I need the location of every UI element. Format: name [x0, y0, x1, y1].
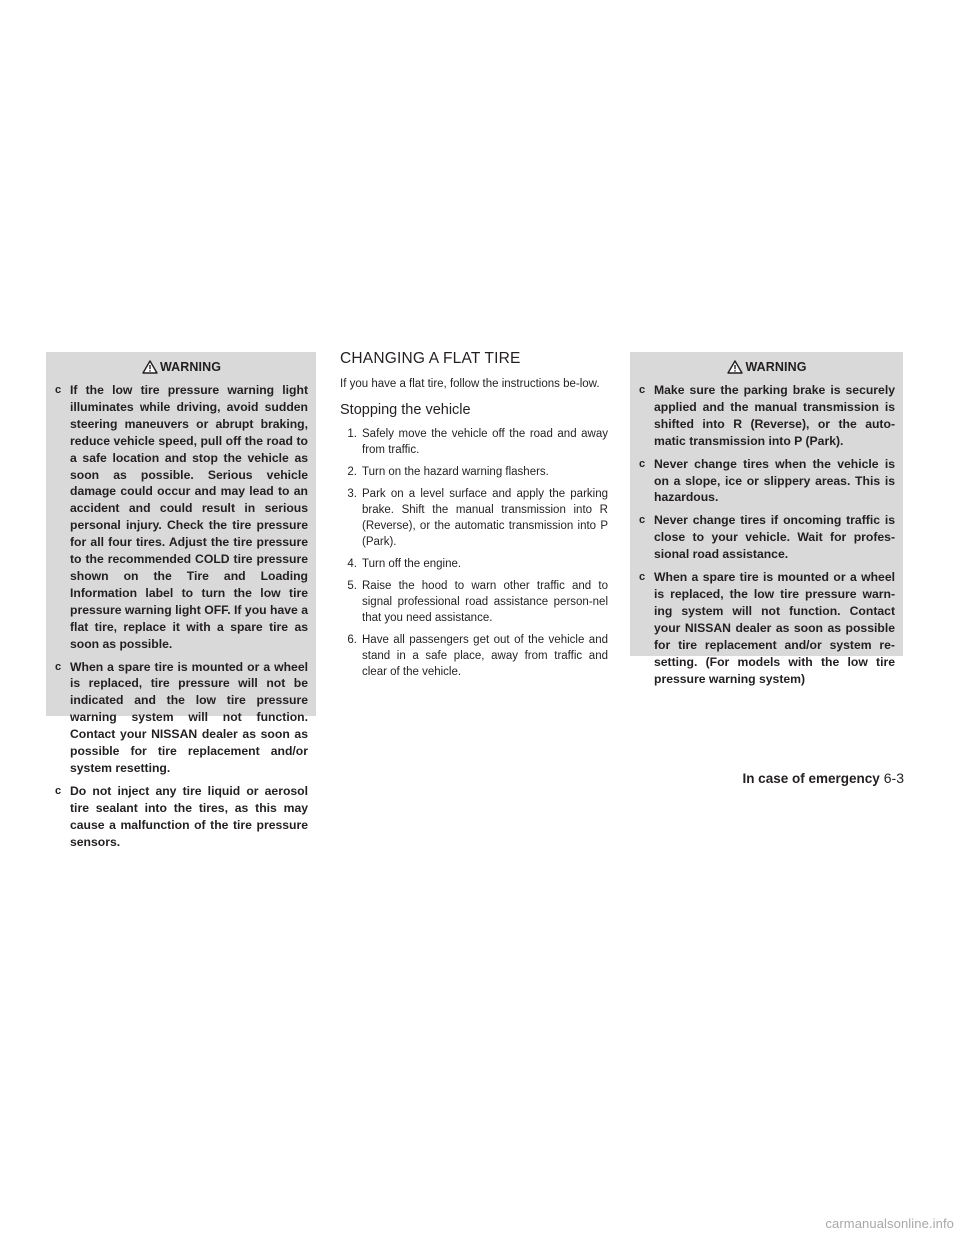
bullet-icon: c	[639, 571, 646, 584]
step-text: Turn on the hazard warning flashers.	[362, 466, 549, 478]
warning-item-text: Never change tires if oncoming traffic is close to your vehicle. Wait for profes-sional road assistance.	[654, 513, 895, 562]
chapter-title: In case of emergency	[742, 771, 880, 786]
step-number: 2.	[347, 466, 357, 478]
steps-list	[340, 426, 608, 680]
step-text: Safely move the vehicle off the road and away from traffic.	[362, 428, 608, 456]
section-title: CHANGING A FLAT TIRE	[340, 350, 521, 367]
bullet-icon: c	[55, 384, 62, 396]
warning-item-text: Make sure the parking brake is securely applied and the manual transmission is shifted into R (Reverse), or the auto-matic transmission into P (Park).	[654, 383, 895, 448]
step-item	[340, 464, 608, 480]
page-footer	[700, 770, 904, 786]
step-item	[340, 486, 608, 550]
warning-item-text: When a spare tire is mounted or a wheel is replaced, tire pressure will not be indicated and the low tire pressure warning system will not function. Contact your NISSAN dealer as soon as possible for tire replacement and/or system resetting.	[70, 659, 308, 775]
warning-item	[55, 382, 308, 653]
warning-item-text: When a spare tire is mounted or a wheel is replaced, the low tire pressure warn-ing system will not function. Contact your NISSAN dealer as soon as possible for tire replacement and/or system re-setting. (For models with the low tire pressure warning system)	[654, 570, 895, 686]
step-item	[340, 426, 608, 458]
intro-text: If you have a flat tire, follow the instructions be-low.	[340, 378, 600, 390]
step-text: Park on a level surface and apply the parking brake. Shift the manual transmission into R (Reverse), or the automatic transmission into P (Park).	[362, 488, 608, 548]
warning-item-text: If the low tire pressure warning light illuminates while driving, avoid sudden steering maneuvers or abrupt braking, reduce vehicle speed, pull off the road to a safe location and stop the vehicle as soon as possible. Serious vehicle damage could occur and may lead to an accident and could result in serious personal injury. Check the tire pressure for all four tires. Adjust the tire pressure to the recommended COLD tire pressure shown on the Tire and Loading Information label to turn the low tire pressure warning light OFF. If you have a flat tire, replace it with a spare tire as soon as possible.	[70, 383, 308, 651]
right-warning-list	[639, 382, 895, 687]
left-warning-box	[46, 352, 316, 849]
step-number: 6.	[347, 634, 357, 646]
bullet-icon: c	[55, 784, 62, 797]
page-number: 6-3	[883, 770, 904, 786]
bullet-icon: c	[639, 457, 646, 470]
step-item	[340, 632, 608, 680]
warning-item	[639, 569, 895, 687]
step-number: 4.	[347, 558, 357, 570]
warning-item-text: Do not inject any tire liquid or aerosol tire sealant into the tires, as this may cause a malfunction of the tire pressure sensors.	[70, 783, 308, 849]
warning-item	[639, 512, 895, 563]
middle-column	[340, 350, 608, 686]
right-warning-box	[630, 352, 903, 686]
warning-item	[55, 659, 308, 777]
warning-item	[639, 456, 895, 507]
left-warning-title: WARNING	[159, 360, 222, 374]
warning-item-text: Never change tires when the vehicle is on a slope, ice or slippery areas. This is hazardous.	[654, 456, 895, 505]
subsection-title: Stopping the vehicle	[340, 402, 471, 418]
left-warning-list	[55, 382, 308, 850]
bullet-icon: c	[55, 660, 62, 673]
right-warning-title: WARNING	[745, 360, 807, 374]
right-warning-header	[639, 356, 895, 378]
step-number: 3.	[347, 488, 357, 500]
bullet-icon: c	[639, 384, 646, 396]
step-text: Have all passengers get out of the vehicle and stand in a safe place, away from traffic and clear of the vehicle.	[362, 634, 608, 678]
watermark: carmanualsonline.info	[825, 1216, 954, 1231]
step-text: Turn off the engine.	[362, 558, 462, 570]
step-number: 1.	[347, 428, 357, 440]
step-text: Raise the hood to warn other traffic and to signal professional road assistance person-nel that you need assistance.	[362, 580, 608, 624]
step-item	[340, 578, 608, 626]
bullet-icon: c	[639, 514, 646, 527]
warning-triangle-icon	[727, 360, 743, 374]
warning-item	[55, 783, 308, 851]
warning-triangle-icon	[142, 360, 158, 374]
left-warning-header	[55, 356, 308, 378]
step-item	[340, 556, 608, 572]
warning-item	[639, 382, 895, 450]
step-number: 5.	[347, 580, 357, 592]
